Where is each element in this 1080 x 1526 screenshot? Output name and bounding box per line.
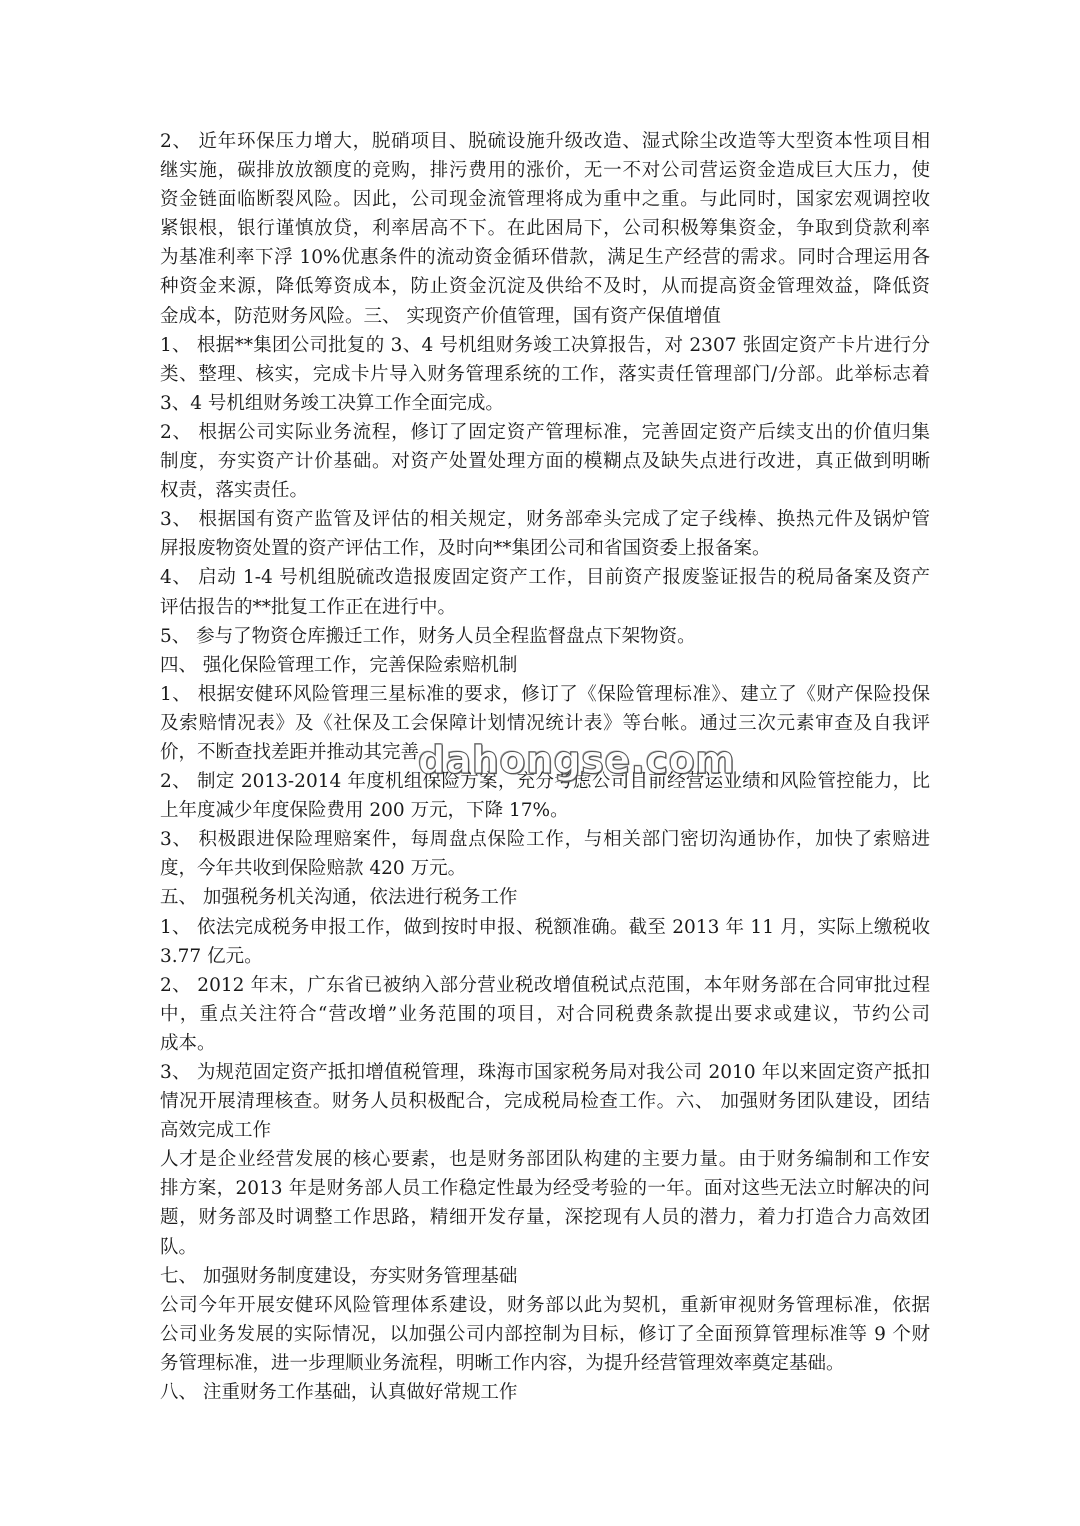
text-line: 继实施，碳排放放额度的竞购，排污费用的涨价，无一不对公司营运资金造成巨大压力，使: [160, 160, 930, 182]
text-line: 1、 根据**集团公司批复的 3、4 号机组财务竣工决算报告，对 2307 张固定资产卡片进行分: [160, 334, 930, 356]
text-line: 公司今年开展安健环风险管理体系建设，财务部以此为契机，重新审视财务管理标准，依据: [160, 1294, 930, 1316]
text-line: 高效完成工作: [160, 1120, 272, 1142]
watermark: dahongse.com: [418, 738, 736, 782]
text-line: 屏报废物资处置的资产评估工作，及时向**集团公司和省国资委上报备案。: [160, 538, 771, 560]
text-line: 3.77 亿元。: [160, 945, 263, 967]
text-line: 1、 根据安健环风险管理三星标准的要求，修订了《保险管理标准》、建立了《财产保险投保: [160, 683, 930, 705]
text-line: 中，重点关注符合“营改增”业务范围的项目，对合同税费条款提出要求或建议，节约公司: [160, 1003, 930, 1025]
text-line: 情况开展清理核查。财务人员积极配合，完成税局检查工作。六、 加强财务团队建设，团结: [160, 1091, 930, 1113]
text-line: 公司业务发展的实际情况，以加强公司内部控制为目标，修订了全面预算管理标准等 9 个财: [160, 1323, 930, 1345]
text-line: 七、 加强财务制度建设，夯实财务管理基础: [160, 1265, 518, 1287]
text-line: 度，今年共收到保险赔款 420 万元。: [160, 858, 467, 880]
text-line: 3、 根据国有资产监管及评估的相关规定，财务部牵头完成了定子线棒、换热元件及锅炉管: [160, 509, 930, 531]
text-line: 评估报告的**批复工作正在进行中。: [160, 596, 457, 618]
text-line: 及索赔情况表》及《社保及工会保障计划情况统计表》等台帐。通过三次元素审查及自我评: [160, 712, 930, 734]
text-line: 制度，夯实资产计价基础。对资产处置处理方面的模糊点及缺失点进行改进，真正做到明晰: [160, 451, 930, 473]
text-line: 四、 强化保险管理工作，完善保险索赔机制: [160, 654, 518, 676]
text-line: 为基准利率下浮 10%优惠条件的流动资金循环借款，满足生产经营的需求。同时合理运用各: [160, 247, 930, 269]
text-line: 价，不断查找差距并推动其完善。: [160, 741, 438, 763]
text-line: 题，财务部及时调整工作思路，精细开发存量，深挖现有人员的潜力，着力打造合力高效团: [160, 1207, 930, 1229]
text-line: 2、 2012 年末，广东省已被纳入部分营业税改增值税试点范围，本年财务部在合同审批过程: [160, 974, 930, 996]
text-line: 成本。: [160, 1032, 216, 1054]
text-line: 五、 加强税务机关沟通，依法进行税务工作: [160, 887, 518, 909]
text-line: 3、 积极跟进保险理赔案件，每周盘点保险工作，与相关部门密切沟通协作，加快了索赔进: [160, 829, 930, 851]
text-line: 3、 为规范固定资产抵扣增值税管理，珠海市国家税务局对我公司 2010 年以来固定资产抵扣: [160, 1062, 930, 1083]
text-line: 2、 制定 2013-2014 年度机组保险方案，充分考虑公司目前经营运业绩和风险管控能力，比: [160, 771, 930, 793]
text-line: 2、 根据公司实际业务流程，修订了固定资产管理标准，完善固定资产后续支出的价值归集: [160, 421, 930, 443]
text-line: 1、 依法完成税务申报工作，做到按时申报、税额准确。截至 2013 年 11 月，实际上缴税收: [160, 916, 930, 938]
text-line: 3、4 号机组财务竣工决算工作全面完成。: [160, 392, 504, 414]
text-line: 紧银根，银行谨慎放贷，利率居高不下。在此困局下，公司积极筹集资金，争取到贷款利率: [160, 218, 930, 240]
text-line: 5、 参与了物资仓库搬迁工作，财务人员全程监督盘点下架物资。: [160, 625, 696, 647]
text-line: 权责，落实责任。: [160, 480, 309, 502]
text-line: 2、 近年环保压力增大，脱硝项目、脱硫设施升级改造、湿式除尘改造等大型资本性项目相: [160, 131, 930, 152]
text-line: 务管理标准，进一步理顺业务流程，明晰工作内容，为提升经营管理效率奠定基础。: [160, 1352, 845, 1374]
text-line: 类、整理、核实，完成卡片导入财务管理系统的工作，落实责任管理部门/分部。此举标志着: [160, 363, 930, 385]
text-line: 队。: [160, 1236, 198, 1258]
text-line: 种资金来源，降低筹资成本，防止资金沉淀及供给不及时，从而提高资金管理效益，降低资: [160, 276, 930, 298]
text-line: 资金链面临断裂风险。因此，公司现金流管理将成为重中之重。与此同时，国家宏观调控收: [160, 189, 930, 211]
text-line: 人才是企业经营发展的核心要素，也是财务部团队构建的主要力量。由于财务编制和工作安: [160, 1149, 930, 1171]
text-line: 排方案，2013 年是财务部人员工作稳定性最为经受考验的一年。面对这些无法立时解决的问: [160, 1178, 930, 1200]
text-line: 金成本，防范财务风险。三、 实现资产价值管理，国有资产保值增值: [160, 305, 721, 327]
text-line: 4、 启动 1-4 号机组脱硫改造报废固定资产工作，目前资产报废鉴证报告的税局备案及资产: [160, 567, 930, 589]
text-line: 八、 注重财务工作基础，认真做好常规工作: [160, 1382, 518, 1404]
text-line: 上年度减少年度保险费用 200 万元，下降 17%。: [160, 800, 569, 822]
